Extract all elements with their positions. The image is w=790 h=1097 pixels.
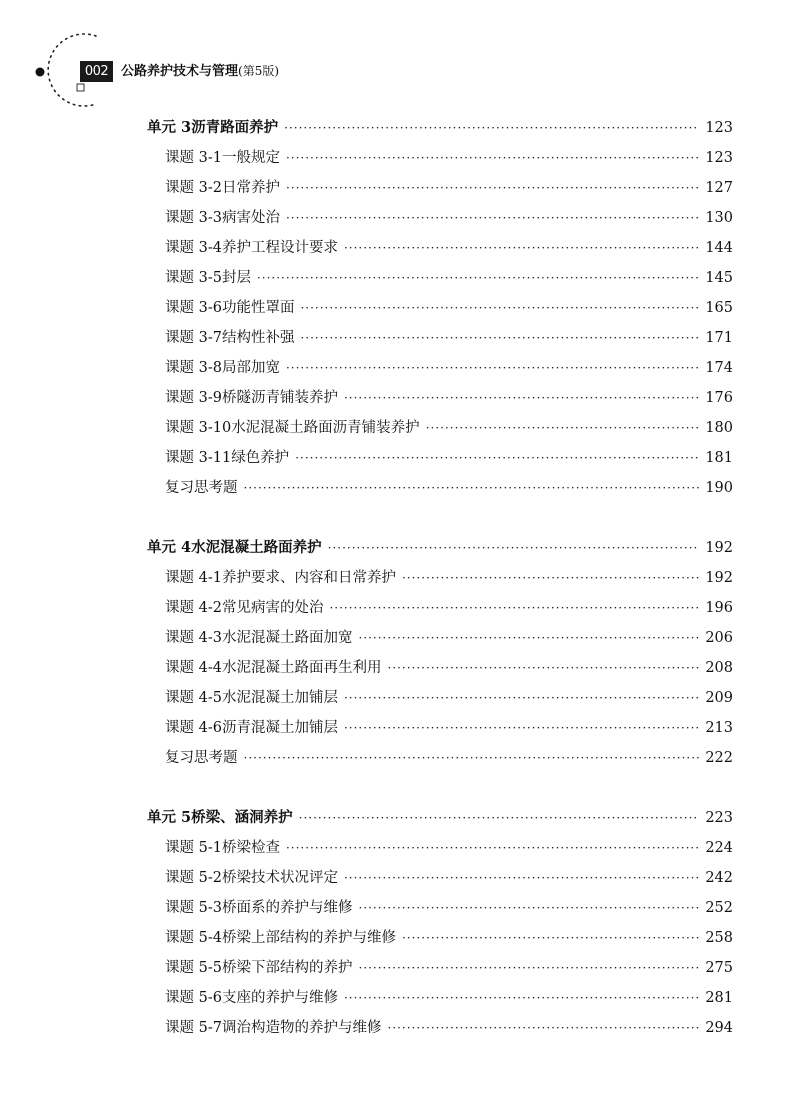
leader-dots [402, 563, 699, 593]
lesson-title: 功能性罩面 [221, 300, 295, 316]
lesson-title: 养护要求、内容和日常养护 [221, 570, 396, 586]
unit-page-number: 123 [705, 120, 733, 136]
lesson-title: 桥梁检查 [221, 840, 280, 856]
lesson-number: 课题 5-2 [165, 870, 222, 886]
lesson-number: 课题 3-2 [165, 180, 222, 196]
page-header [0, 0, 790, 110]
lesson-number: 课题 3-4 [165, 240, 222, 256]
toc-lesson-row [147, 563, 733, 593]
lesson-number: 课题 3-8 [165, 360, 222, 376]
lesson-page-number: 281 [705, 990, 733, 1006]
lesson-number: 课题 4-4 [165, 660, 222, 676]
toc-unit [147, 533, 733, 773]
toc-lesson-row [147, 233, 733, 263]
leader-dots [344, 863, 699, 893]
lesson-page-number: 209 [705, 690, 733, 706]
leader-dots [344, 683, 699, 713]
leader-dots [286, 203, 699, 233]
lesson-title: 桥梁上部结构的养护与维修 [221, 930, 396, 946]
toc-unit [147, 113, 733, 503]
toc-lesson-row [147, 263, 733, 293]
lesson-title: 常见病害的处治 [221, 600, 324, 616]
toc-lesson-row [147, 833, 733, 863]
leader-dots [286, 353, 699, 383]
leader-dots [257, 263, 699, 293]
leader-dots [344, 713, 699, 743]
lesson-page-number: 258 [705, 930, 733, 946]
lesson-number: 课题 3-5 [165, 270, 222, 286]
lesson-number: 课题 5-7 [165, 1020, 222, 1036]
unit-heading [147, 533, 733, 563]
leader-dots [426, 413, 700, 443]
toc-lesson-row [147, 713, 733, 743]
toc-lesson-row [147, 923, 733, 953]
lesson-title: 复习思考题 [165, 750, 238, 766]
lesson-number: 课题 4-5 [165, 690, 222, 706]
lesson-page-number: 123 [705, 150, 733, 166]
lesson-page-number: 224 [705, 840, 733, 856]
leader-dots [300, 323, 699, 353]
page-number: 002 [80, 61, 113, 82]
lesson-number: 课题 4-2 [165, 600, 222, 616]
lesson-title: 日常养护 [221, 180, 280, 196]
toc-lesson-row [147, 893, 733, 923]
lesson-title: 水泥混凝土路面加宽 [221, 630, 353, 646]
unit-label: 单元 4 [147, 539, 192, 556]
lesson-number: 课题 3-6 [165, 300, 222, 316]
unit-page-number: 223 [705, 810, 733, 826]
bullet-dot-icon [36, 68, 45, 77]
lesson-number: 课题 3-9 [165, 390, 222, 406]
leader-dots [358, 623, 699, 653]
book-title-text: 公路养护技术与管理 [121, 64, 239, 79]
lesson-title: 桥面系的养护与维修 [221, 900, 353, 916]
toc-lesson-row [147, 623, 733, 653]
toc-lesson-row [147, 863, 733, 893]
lesson-number: 课题 4-3 [165, 630, 222, 646]
leader-dots [286, 173, 699, 203]
lesson-page-number: 171 [705, 330, 733, 346]
toc-lesson-row [147, 1013, 733, 1043]
lesson-page-number: 145 [705, 270, 733, 286]
lesson-page-number: 208 [705, 660, 733, 676]
lesson-page-number: 213 [705, 720, 733, 736]
leader-dots [344, 233, 699, 263]
lesson-title: 病害处治 [221, 210, 280, 226]
toc-lesson-row [147, 203, 733, 233]
lesson-number: 课题 3-10 [165, 420, 232, 436]
lesson-title: 复习思考题 [165, 480, 238, 496]
lesson-title: 水泥混凝土路面沥青铺装养护 [231, 420, 420, 436]
book-title [121, 62, 279, 81]
lesson-title: 封层 [221, 270, 251, 286]
leader-dots [387, 1013, 699, 1043]
toc-lesson-row [147, 173, 733, 203]
lesson-title: 一般规定 [221, 150, 280, 166]
leader-dots [286, 143, 699, 173]
leader-dots [299, 803, 700, 833]
table-of-contents [147, 113, 733, 1073]
toc-lesson-row [147, 983, 733, 1013]
lesson-page-number: 180 [705, 420, 733, 436]
unit-page-number: 192 [705, 540, 733, 556]
leader-dots [244, 743, 700, 773]
small-square-icon [77, 84, 84, 91]
unit-title: 桥梁、涵洞养护 [191, 809, 293, 826]
toc-lesson-row [147, 593, 733, 623]
toc-lesson-row [147, 683, 733, 713]
lesson-page-number: 294 [705, 1020, 733, 1036]
lesson-page-number: 252 [705, 900, 733, 916]
lesson-title: 桥隧沥青铺装养护 [221, 390, 338, 406]
toc-lesson-row [147, 953, 733, 983]
lesson-page-number: 174 [705, 360, 733, 376]
book-edition: (第5版) [238, 64, 280, 78]
lesson-title: 结构性补强 [221, 330, 295, 346]
lesson-number: 课题 3-3 [165, 210, 222, 226]
toc-lesson-row [147, 443, 733, 473]
lesson-page-number: 242 [705, 870, 733, 886]
unit-heading [147, 803, 733, 833]
lesson-page-number: 206 [705, 630, 733, 646]
leader-dots [358, 893, 699, 923]
lesson-page-number: 192 [705, 570, 733, 586]
leader-dots [244, 473, 700, 503]
lesson-page-number: 181 [705, 450, 733, 466]
toc-lesson-row [147, 473, 733, 503]
leader-dots [286, 833, 699, 863]
toc-lesson-row [147, 653, 733, 683]
leader-dots [300, 293, 699, 323]
lesson-number: 课题 4-6 [165, 720, 222, 736]
unit-label: 单元 3 [147, 119, 192, 136]
leader-dots [402, 923, 699, 953]
header-decoration [0, 0, 130, 110]
leader-dots [344, 383, 699, 413]
unit-title: 水泥混凝土路面养护 [191, 539, 322, 556]
lesson-number: 课题 5-6 [165, 990, 222, 1006]
lesson-page-number: 190 [705, 480, 733, 496]
toc-lesson-row [147, 413, 733, 443]
lesson-page-number: 176 [705, 390, 733, 406]
lesson-page-number: 144 [705, 240, 733, 256]
toc-lesson-row [147, 383, 733, 413]
lesson-number: 课题 5-4 [165, 930, 222, 946]
lesson-title: 绿色养护 [231, 450, 290, 466]
lesson-title: 调治构造物的养护与维修 [221, 1020, 382, 1036]
toc-lesson-row [147, 143, 733, 173]
lesson-page-number: 127 [705, 180, 733, 196]
toc-lesson-row [147, 743, 733, 773]
lesson-number: 课题 4-1 [165, 570, 222, 586]
leader-dots [344, 983, 699, 1013]
toc-unit [147, 803, 733, 1043]
unit-title: 沥青路面养护 [191, 119, 279, 136]
lesson-number: 课题 3-7 [165, 330, 222, 346]
lesson-title: 桥梁下部结构的养护 [221, 960, 353, 976]
lesson-page-number: 222 [705, 750, 733, 766]
lesson-page-number: 130 [705, 210, 733, 226]
lesson-page-number: 196 [705, 600, 733, 616]
lesson-number: 课题 5-5 [165, 960, 222, 976]
leader-dots [358, 953, 699, 983]
lesson-page-number: 165 [705, 300, 733, 316]
lesson-title: 局部加宽 [221, 360, 280, 376]
unit-label: 单元 5 [147, 809, 192, 826]
leader-dots [295, 443, 699, 473]
lesson-number: 课题 3-11 [165, 450, 232, 466]
leader-dots [328, 533, 700, 563]
lesson-title: 桥梁技术状况评定 [221, 870, 338, 886]
toc-lesson-row [147, 293, 733, 323]
unit-heading [147, 113, 733, 143]
lesson-title: 养护工程设计要求 [221, 240, 338, 256]
lesson-page-number: 275 [705, 960, 733, 976]
lesson-title: 沥青混凝土加铺层 [221, 720, 338, 736]
lesson-number: 课题 3-1 [165, 150, 222, 166]
lesson-title: 水泥混凝土加铺层 [221, 690, 338, 706]
leader-dots [284, 113, 699, 143]
lesson-number: 课题 5-1 [165, 840, 222, 856]
leader-dots [329, 593, 699, 623]
toc-lesson-row [147, 323, 733, 353]
leader-dots [387, 653, 699, 683]
lesson-title: 支座的养护与维修 [221, 990, 338, 1006]
lesson-title: 水泥混凝土路面再生利用 [221, 660, 382, 676]
toc-lesson-row [147, 353, 733, 383]
lesson-number: 课题 5-3 [165, 900, 222, 916]
